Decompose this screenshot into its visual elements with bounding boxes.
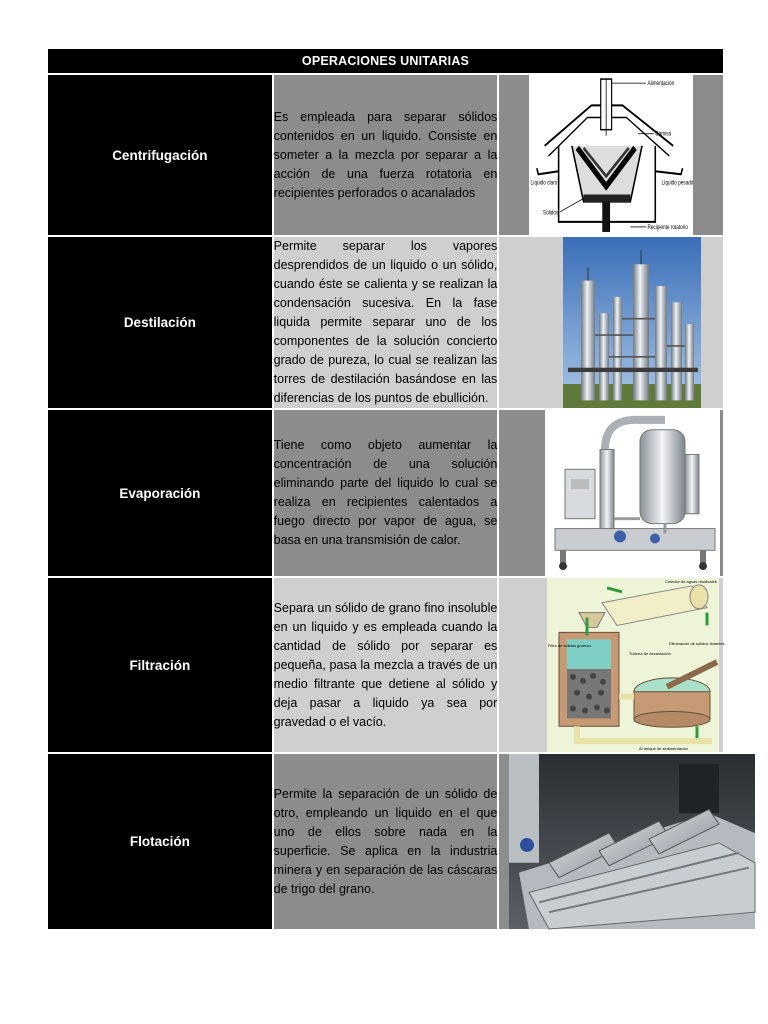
operation-description: Permite separar los vapores desprendidos de un liquido o un sólido, cuando éste se calienta y se realizan la condensación sucesiva. En la fase liquida permite separar uno de los componentes de la solución concierto grado de pureza, lo cual se realizan las torres de destilación basándose en las diferencias de los puntos de ebullición. bbox=[273, 236, 499, 409]
operation-name: Evaporación bbox=[47, 409, 273, 577]
table-title: OPERACIONES UNITARIAS bbox=[47, 48, 724, 74]
distillation-towers-photo bbox=[563, 237, 701, 408]
centrifuge-label-solids: Sólidos bbox=[543, 210, 559, 217]
operation-description: Separa un sólido de grano fino insoluble en un liquido y es empleada cuando la cantidad de sólido por separar es pequeña, pasa la mezcla a través de un medio filtrante que detiene al sólido y deja pasar a liquido ya sea por gravedad o el vacío. bbox=[273, 577, 499, 753]
filter-label-pipe: Tubería de decantación bbox=[629, 651, 672, 657]
table-row bbox=[47, 577, 724, 753]
operation-image-cell bbox=[498, 74, 724, 236]
table-row bbox=[47, 236, 724, 409]
operation-name: Destilación bbox=[47, 236, 273, 409]
operation-description: Es empleada para separar sólidos contenidos en un liquido. Consiste en someter a la mezcla por separar a la acción de una fuerza rotatoria en recipientes perforados o acanalados bbox=[273, 74, 499, 236]
filtration-diagram bbox=[547, 578, 726, 752]
centrifuge-label-clear-liquid: Líquido claro bbox=[530, 179, 558, 187]
filter-label-removal: Eliminación de sólidos flotantes bbox=[669, 641, 726, 647]
operation-description: Permite la separación de un sólido de otro, empleando un liquido en el que uno de ellos sobre nada en la superficie. Se aplica en la industria minera y en separación de las cáscaras de trigo del grano. bbox=[273, 753, 499, 930]
filter-label-tank: Al tanque de sedimentación bbox=[639, 746, 689, 752]
operation-image-cell bbox=[498, 409, 724, 577]
table-row bbox=[47, 409, 724, 577]
table-row bbox=[47, 753, 724, 930]
centrifuge-label-bowl: Recipiente rotatorio bbox=[647, 224, 689, 232]
operation-name: Flotación bbox=[47, 753, 273, 930]
centrifuge-diagram bbox=[529, 75, 693, 235]
operation-name: Filtración bbox=[47, 577, 273, 753]
filter-label-filter: Filtro de sólidos gruesos bbox=[548, 643, 592, 649]
centrifuge-label-chambers: Camisa bbox=[655, 131, 672, 139]
centrifuge-label-heavy-liquid: Líquido pesado bbox=[661, 179, 694, 187]
operation-description: Tiene como objeto aumentar la concentración de una solución eliminando parte del liquido lo cual se realiza en recipientes calentados a fuego directo por vapor de agua, se basa en una transmisión de calor. bbox=[273, 409, 499, 577]
flotation-machine-photo bbox=[509, 754, 755, 929]
operation-image-cell bbox=[498, 577, 724, 753]
table-row bbox=[47, 74, 724, 236]
filter-label-collector: Colector de aguas residuales bbox=[665, 578, 718, 584]
operation-name: Centrifugación bbox=[47, 74, 273, 236]
evaporator-photo bbox=[545, 410, 720, 576]
unit-operations-table bbox=[46, 47, 725, 931]
operation-image-cell bbox=[498, 753, 724, 930]
operation-image-cell bbox=[498, 236, 724, 409]
centrifuge-label-feed: Alimentación bbox=[647, 80, 675, 88]
